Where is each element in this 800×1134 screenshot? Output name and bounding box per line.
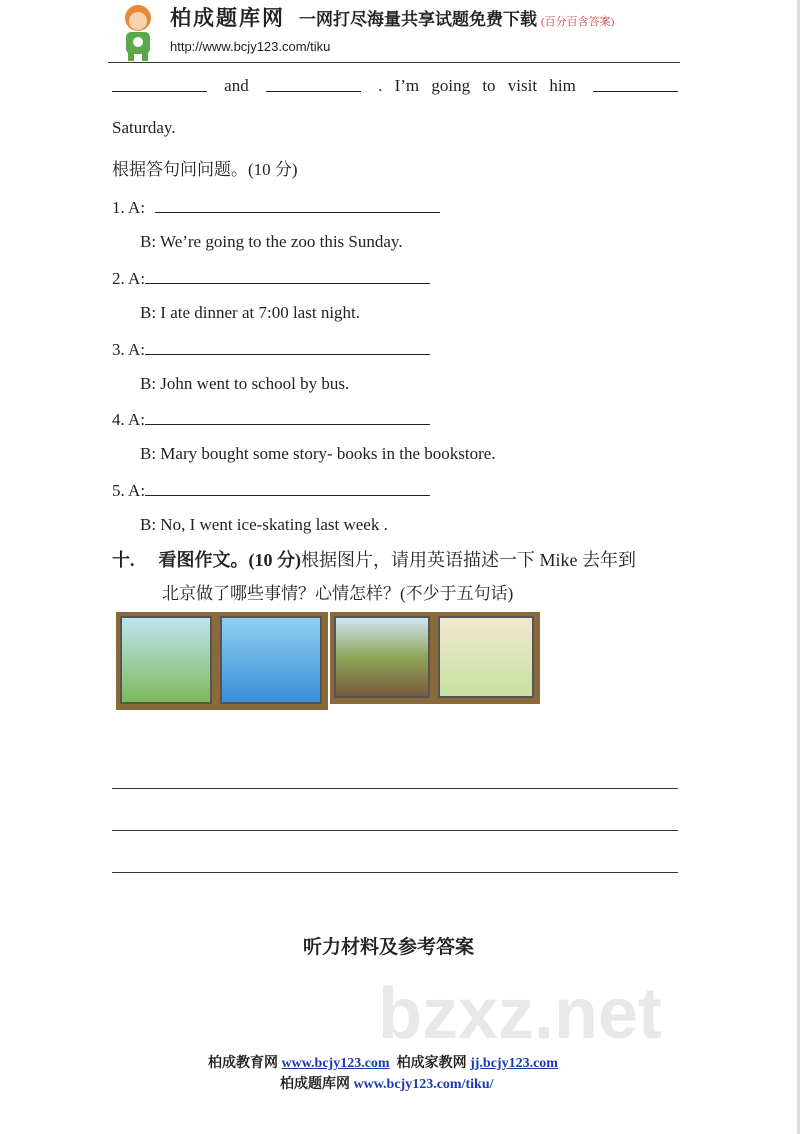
picture-panel-mike-park xyxy=(120,616,212,704)
site-name: 柏成题库网 xyxy=(170,5,285,30)
watermark: bzxz.net xyxy=(378,974,663,1054)
answer-blank[interactable] xyxy=(145,480,430,496)
fill-line-1 xyxy=(112,76,678,96)
blank[interactable] xyxy=(112,76,207,92)
picture-panel-great-wall xyxy=(334,616,430,698)
picture-book-1 xyxy=(116,612,328,710)
question-1-a: 1. A: xyxy=(112,197,440,218)
answer-blank[interactable] xyxy=(145,339,430,355)
answers-title: 听力材料及参考答案 xyxy=(303,937,475,958)
writing-line[interactable] xyxy=(112,788,678,789)
site-url[interactable]: http://www.bcjy123.com/tiku xyxy=(170,39,331,54)
question-2-a: 2. A: xyxy=(112,268,430,289)
header-row xyxy=(170,6,614,31)
picture-panel-dancing xyxy=(438,616,534,698)
site-slogan: 一网打尽海量共享试题免费下载 xyxy=(299,10,537,30)
question-4-b: B: Mary bought some story- books in the bookstore. xyxy=(140,444,496,463)
picture-panel-swimming xyxy=(220,616,322,704)
text-and: and xyxy=(224,76,249,95)
text-saturday: Saturday. xyxy=(112,118,176,137)
answer-blank[interactable] xyxy=(155,197,440,213)
header-divider xyxy=(108,62,680,63)
question-2-b: B: I ate dinner at 7:00 last night. xyxy=(140,303,361,322)
question-5-a: 5. A: xyxy=(112,480,430,501)
footer-link-bcjy[interactable]: www.bcjy123.com xyxy=(281,1056,390,1071)
footer-line-2: 柏成题库网 www.bcjy123.com/tiku/ xyxy=(280,1077,494,1092)
footer-link-tiku[interactable]: www.bcjy123.com/tiku/ xyxy=(353,1077,494,1092)
writing-line[interactable] xyxy=(112,872,678,873)
answer-blank[interactable] xyxy=(145,268,430,284)
blank[interactable] xyxy=(266,76,361,92)
answer-blank[interactable] xyxy=(145,409,430,425)
footer-line-1: 柏成教育网 www.bcjy123.com 柏成家教网 jj.bcjy123.com xyxy=(208,1056,558,1071)
question-3-b: B: John went to school by bus. xyxy=(140,374,350,393)
question-4-a: 4. A: xyxy=(112,409,430,430)
question-3-a: 3. A: xyxy=(112,339,430,360)
writing-line[interactable] xyxy=(112,830,678,831)
blank[interactable] xyxy=(593,76,678,92)
section-10-line1: 十. 看图作文。(10 分)根据图片，请用英语描述一下 Mike 去年到 xyxy=(112,550,636,570)
section-10-line2: 北京做了哪些事情？心情怎样？(不少于五句话) xyxy=(162,584,514,603)
picture-book-2 xyxy=(330,612,540,704)
text-visit: . I’m going to visit him xyxy=(378,76,576,95)
question-1-b: B: We’re going to the zoo this Sunday. xyxy=(140,232,403,251)
question-5-b: B: No, I went ice-skating last week . xyxy=(140,515,388,534)
footer-link-jj[interactable]: jj.bcjy123.com xyxy=(470,1056,558,1071)
section-heading: 根据答句问问题。(10 分) xyxy=(112,160,298,179)
mascot-logo xyxy=(116,2,162,62)
site-tag: (百分百含答案) xyxy=(541,16,615,28)
